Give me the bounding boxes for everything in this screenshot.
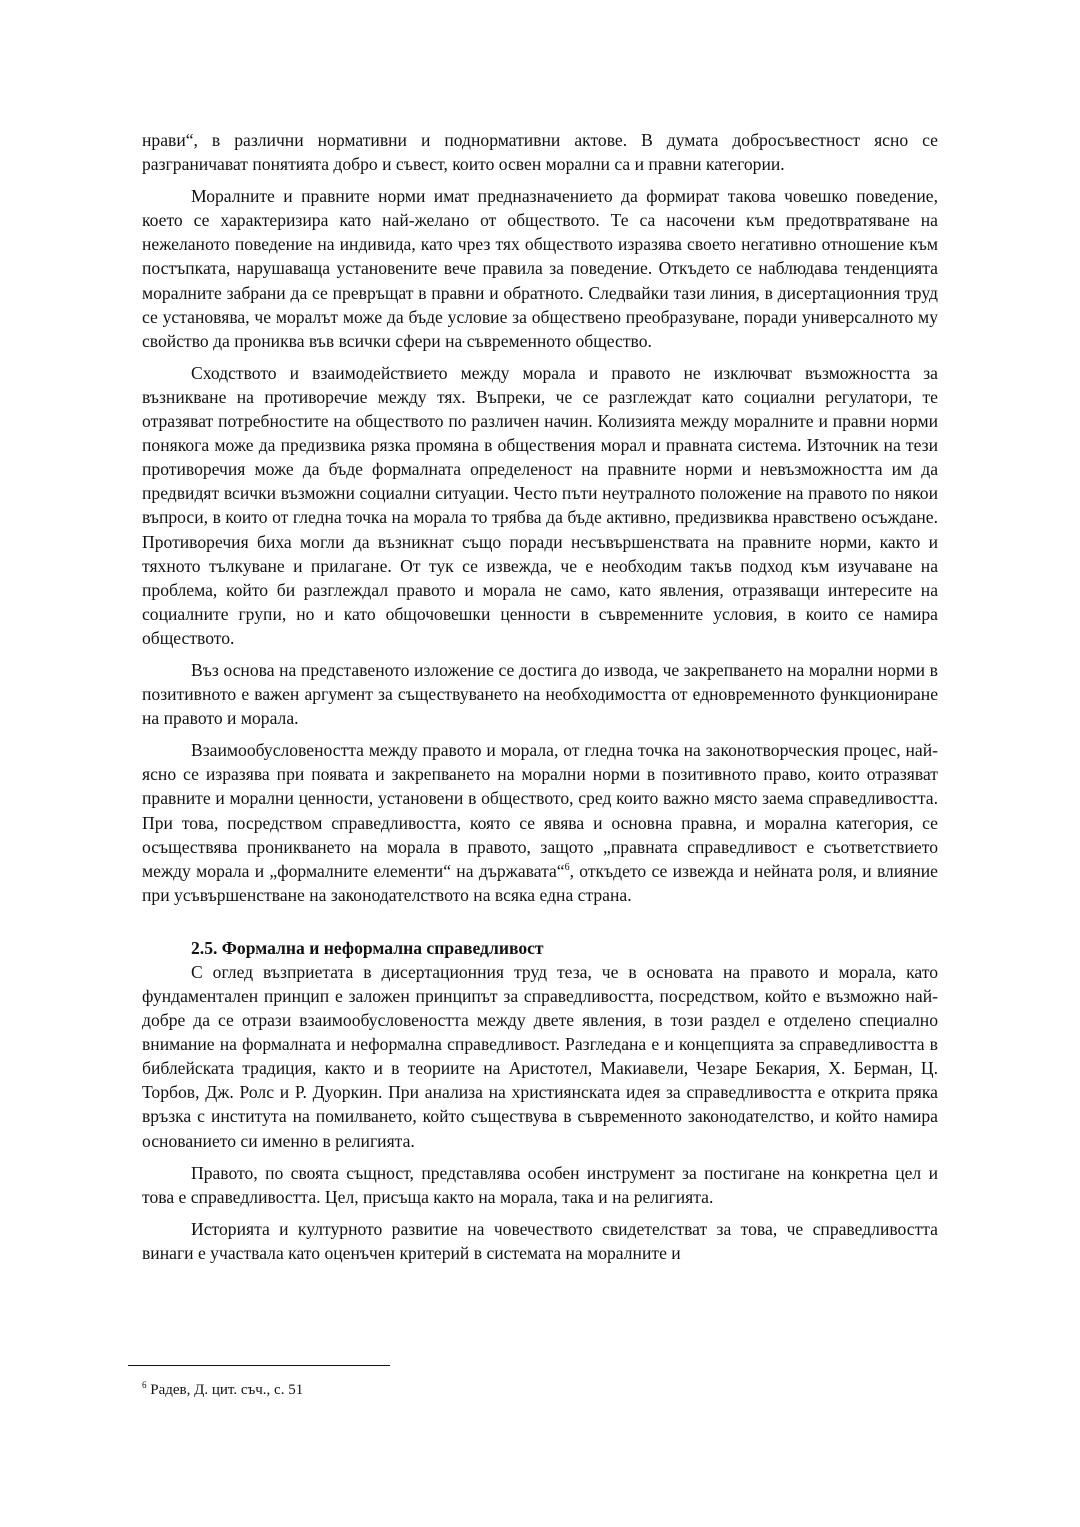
paragraph-with-footnote bbox=[142, 738, 938, 907]
paragraph: Сходството и взаимодействието между морала и правото не изключват възможността за възникване на противоречие между тях. Въпреки, че се разглеждат като социални регулатори, те отразяват потребностите на обществото по различен начин. Колизията между моралните и правни норми понякога може да предизвика рязка промяна в обществения морал и правната система. Източник на тези противоречия може да бъде формалната определеност на правните норми и невъзможността им да предвидят всички възможни социални ситуации. Често пъти неутралното положение на правото по някои въпроси, в които от гледна точка на морала то трябва да бъде активно, предизвиква нравствено осъждане. Противоречия биха могли да възникнат също поради несъвършенствата на правните норми, както и тяхното тълкуване и прилагане. От тук се извежда, че е необходим такъв подход към изучаване на проблема, който би разглеждал правото и морала не само, като явления, отразяващи интересите на социалните групи, но и като общочовешки ценности в съвременните условия, в които се намира обществото. bbox=[142, 362, 938, 648]
footnote-separator bbox=[128, 1365, 390, 1366]
document-page bbox=[142, 128, 938, 1273]
paragraph: Историята и културното развитие на човечеството свидетелстват за това, че справедливостта винаги е участвала като оценъчен критерий в системата на моралните и bbox=[142, 1218, 938, 1263]
footnote-reference[interactable]: 6 bbox=[564, 861, 570, 873]
paragraph: Правото, по своята същност, представлява особен инструмент за постигане на конкретна цел и това е справедливостта. Цел, присъща както на морала, така и на религията. bbox=[142, 1162, 938, 1207]
paragraph: нрави“, в различни нормативни и поднормативни актове. В думата добросъвестност ясно се разграничават понятията добро и съвест, които освен морални са и правни категории. bbox=[142, 130, 938, 175]
footnote-text: Радев, Д. цит. съч., с. 51 bbox=[150, 1382, 304, 1398]
paragraph: Въз основа на представеното изложение се достига до извода, че закрепването на морални норми в позитивното е важен аргумент за съществуването на необходимостта от едновременното функциониране на правото и морала. bbox=[142, 659, 938, 729]
footnote-marker: 6 bbox=[142, 1380, 147, 1390]
paragraph-text: , откъдето се извежда и нейната роля, и влияние при усъвършенстване на законодателството на всяка една страна. bbox=[142, 860, 938, 905]
paragraph-text: Взаимообусловеността между правото и морала, от гледна точка на законотворческия процес, най-ясно се изразява при появата и закрепването на морални норми в позитивното право, които отразяват правните и морални ценности, установени в обществото, сред които важно място заема справедливостта. При това, посредством справедливостта, която се явява и основна правна, и морална категория, се осъществява проникването на морала в правото, защото „правната справедливост е съответствието между морала и „формалните елементи“ на държавата“ bbox=[142, 740, 938, 881]
paragraph: С оглед възприетата в дисертационния труд теза, че в основата на правото и морала, като фундаментален принцип е заложен принципът за справедливостта, посредством, който е възможно най-добре да се отрази взаимообусловеността между двете явления, в този раздел е отделено специално внимание на формалната и неформална справедливост. Разгледана е и концепцията за справедливостта в библейската традиция, както и в теориите на Аристотел, Макиавели, Чезаре Бекария, Х. Берман, Ц. Торбов, Дж. Ролс и Р. Дуоркин. При анализа на християнската идея за справедливостта е открита пряка връзка с института на помилването, който съществува в съвременното законодателство, и който намира основанието си именно в религията. bbox=[142, 961, 938, 1151]
footnote bbox=[142, 1380, 303, 1400]
paragraph: Моралните и правните норми имат предназначението да формират такова човешко поведение, което се характеризира като най-желано от обществото. Те са насочени към предотвратяване на нежеланото поведение на индивида, като чрез тях обществото изразява своето негативно отношение към постъпката, нарушаваща установените вече правила за поведение. Откъдето се наблюдава тенденцията моралните забрани да се превръщат в правни и обратното. Следвайки тази линия, в дисертационния труд се установява, че моралът може да бъде условие за обществено преобразуване, поради универсалното му свойство да прониква във всички сфери на съвременното общество. bbox=[142, 186, 938, 351]
section-heading: 2.5. Формална и неформална справедливост bbox=[191, 937, 544, 958]
